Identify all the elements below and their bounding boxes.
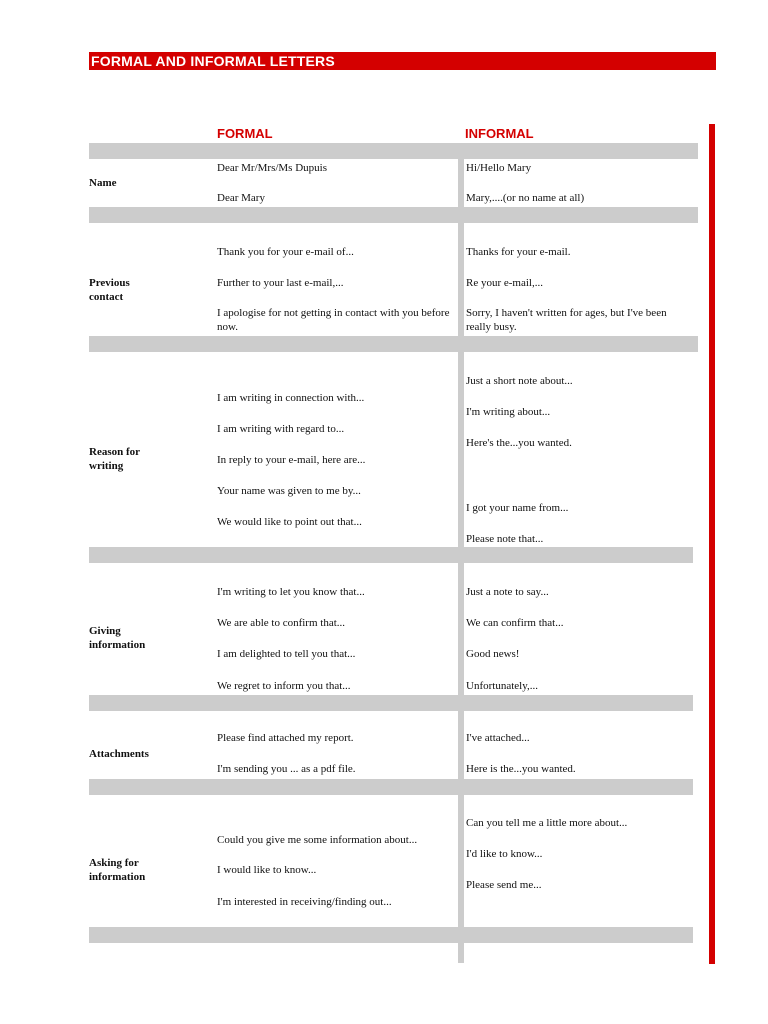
row-separator [89,336,698,352]
formal-phrase: I apologise for not getting in contact with you before now. [217,307,450,333]
formal-phrase: We would like to point out that... [217,516,362,528]
column-divider [458,352,464,547]
page-title: FORMAL AND INFORMAL LETTERS [91,53,335,69]
informal-phrase: Just a short note about... [466,375,573,387]
informal-phrase: Thanks for your e-mail. [466,246,571,258]
informal-phrase: We can confirm that... [466,617,564,629]
column-divider [458,223,464,336]
informal-phrase: Here is the...you wanted. [466,763,576,775]
formal-phrase: Could you give me some information about... [217,834,418,846]
informal-phrase: Please send me... [466,879,542,891]
formal-phrase: Please find attached my report. [217,732,354,744]
formal-phrase: I'm sending you ... as a pdf file. [217,763,356,775]
informal-phrase: Mary,....(or no name at all) [466,192,585,204]
column-divider [458,711,464,779]
row-separator [89,143,698,159]
formal-phrase: Your name was given to me by... [217,485,361,497]
formal-phrase: Dear Mary [217,192,265,204]
row-label-giving-information: Giving information [89,625,146,651]
row-label-asking-for-information: Asking for information [89,857,146,883]
informal-phrase: Re your e-mail,... [466,277,543,289]
title-bar [89,52,716,70]
formal-phrase: We regret to inform you that... [217,680,351,692]
row-separator [89,695,693,711]
formal-phrase: I'm interested in receiving/finding out... [217,896,392,908]
informal-phrase: I'd like to know... [466,848,543,860]
row-separator [89,547,693,563]
informal-phrase: Here's the...you wanted. [466,437,572,449]
informal-phrase: Good news! [466,648,520,660]
row-label-reason-for-writing: Reason for writing [89,446,140,472]
row-label-attachments: Attachments [89,748,149,760]
informal-phrase: Hi/Hello Mary [466,162,532,174]
informal-phrase: Please note that... [466,533,544,545]
informal-phrase: I'm writing about... [466,406,551,418]
row-separator [89,927,693,943]
formal-column-header: FORMAL [217,126,273,141]
column-divider [458,159,464,207]
row-separator [89,207,698,223]
formal-phrase: Dear Mr/Mrs/Ms Dupuis [217,162,327,174]
column-divider [458,943,464,963]
formal-phrase: In reply to your e-mail, here are... [217,454,366,466]
formal-phrase: I am writing in connection with... [217,392,365,404]
row-separator [89,779,693,795]
informal-phrase: Sorry, I haven't written for ages, but I've been really busy. [466,307,667,333]
informal-phrase: I got your name from... [466,502,569,514]
informal-phrase: Can you tell me a little more about... [466,817,628,829]
formal-phrase: I am delighted to tell you that... [217,648,356,660]
formal-phrase: I am writing with regard to... [217,423,345,435]
column-divider [458,795,464,927]
informal-phrase: I've attached... [466,732,530,744]
row-label-name: Name [89,177,117,189]
row-label-previous-contact: Previous contact [89,277,130,303]
informal-column-header: INFORMAL [465,126,534,141]
formal-phrase: I would like to know... [217,864,317,876]
formal-phrase: Further to your last e-mail,... [217,277,344,289]
informal-phrase: Unfortunately,... [466,680,538,692]
column-divider [458,563,464,695]
informal-phrase: Just a note to say... [466,586,549,598]
formal-phrase: Thank you for your e-mail of... [217,246,354,258]
formal-phrase: I'm writing to let you know that... [217,586,365,598]
side-rule [709,124,715,964]
formal-phrase: We are able to confirm that... [217,617,346,629]
